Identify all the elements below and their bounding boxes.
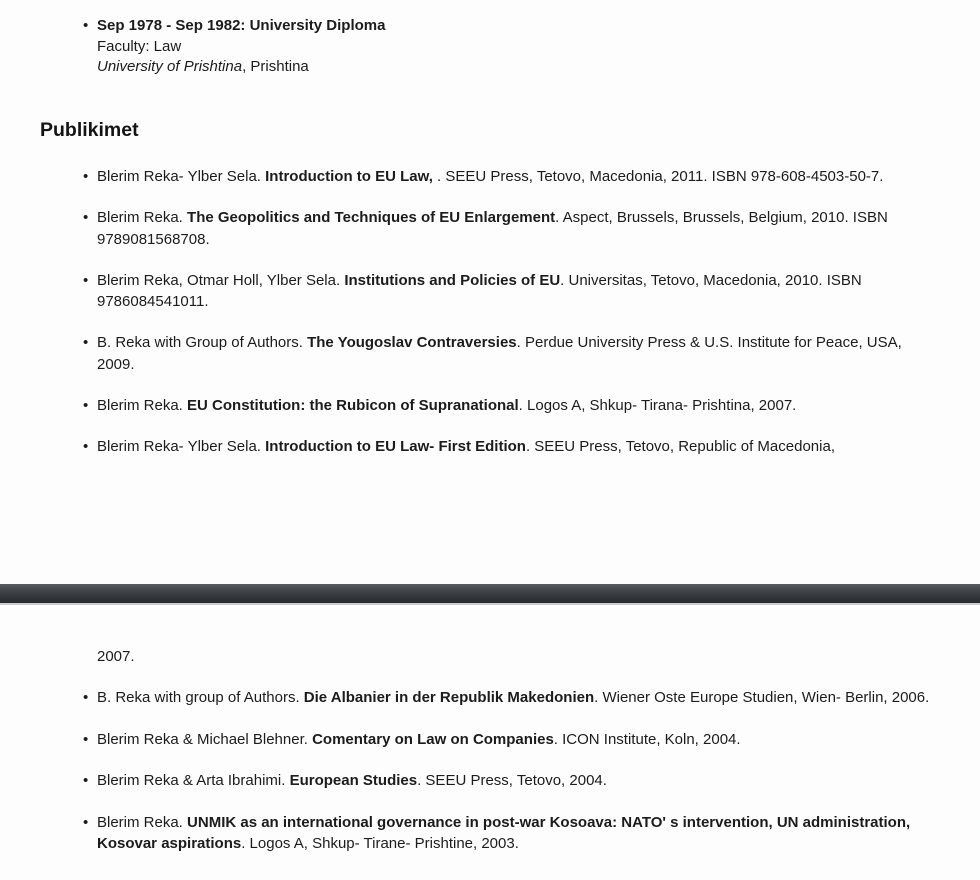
publication-item — [97, 729, 942, 751]
publication-title: European Studies — [289, 772, 418, 789]
publication-item — [97, 270, 942, 313]
publications-list-page1 — [97, 166, 942, 477]
education-item — [97, 16, 385, 78]
publication-details: . Wiener Oste Europe Studien, Wien- Berlin, 2006. — [594, 689, 930, 706]
publication-authors: Blerim Reka- Ylber Sela. — [97, 437, 266, 455]
publication-title: Introduction to EU Law- First Edition — [265, 437, 526, 455]
publication-details: . SEEU Press, Tetovo, 2004. — [417, 772, 607, 789]
publication-details: . Logos A, Shkup- Tirana- Prishtina, 2007. — [518, 396, 797, 414]
publication-authors: Blerim Reka. — [97, 396, 188, 414]
education-faculty: Faculty: Law — [97, 37, 182, 55]
publication-details: . SEEU Press, Tetovo, Macedonia, 2011. ISBN 978-608-4503-50-7. — [432, 168, 884, 185]
publication-item — [97, 770, 942, 792]
pdf-page-2 — [0, 603, 980, 880]
publication-item — [97, 207, 942, 250]
publication-details: . SEEU Press, Tetovo, Republic of Macedonia, — [525, 437, 835, 455]
publication-details: . Perdue University Press & U.S. Institute for Peace, USA, 2009. — [97, 334, 902, 373]
publications-list-page2 — [97, 687, 942, 875]
publication-item — [97, 812, 942, 855]
publication-title: Comentary on Law on Companies — [312, 730, 554, 748]
publication-details: . Logos A, Shkup- Tirane- Prishtine, 2003. — [241, 835, 519, 852]
education-entry-title: • Sep 1978 - Sep 1982: University Diploma — [97, 17, 386, 34]
publication-title: UNMIK as an international governance in post-war Kosoava: NATO' s intervention, UN administration, Kosovar aspirations — [97, 813, 911, 852]
publication-authors: Blerim Reka. — [97, 813, 188, 831]
publication-authors: B. Reka with Group of Authors. — [97, 334, 308, 351]
page-separator-bar — [0, 584, 980, 603]
publication-authors: Blerim Reka & Michael Blehner. — [97, 730, 313, 748]
publication-authors: B. Reka with group of Authors. — [97, 689, 304, 706]
publication-item — [97, 395, 942, 417]
publication-authors: Blerim Reka, Otmar Holl, Ylber Sela. — [97, 271, 345, 289]
publication-item — [97, 687, 942, 709]
publication-title: The Yougoslav Contraversies — [307, 334, 517, 351]
publication-title: Die Albanier in der Republik Makedonien — [303, 689, 595, 706]
publications-section-heading: Publikimet — [40, 119, 139, 141]
publication-authors: Blerim Reka. — [97, 209, 188, 226]
education-institution-line — [97, 57, 385, 78]
publication-details: . ICON Institute, Koln, 2004. — [553, 730, 741, 748]
publication-continuation-text: 2007. — [97, 648, 135, 665]
publication-details: . Universitas, Tetovo, Macedonia, 2010. ISBN 9786084541011. — [97, 271, 862, 310]
publication-title: The Geopolitics and Techniques of EU Enlargement — [187, 209, 556, 226]
publication-item — [97, 332, 942, 375]
education-institution: University of Prishtina — [97, 58, 243, 75]
publication-title: Introduction to EU Law, — [265, 168, 433, 185]
publication-authors: Blerim Reka & Arta Ibrahimi. — [97, 772, 290, 789]
publication-item — [97, 166, 942, 188]
education-location: , Prishtina — [242, 58, 309, 75]
publication-authors: Blerim Reka- Ylber Sela. — [97, 168, 266, 185]
publication-item — [97, 436, 942, 458]
publication-title: EU Constitution: the Rubicon of Supranational — [187, 396, 519, 414]
publication-details: . Aspect, Brussels, Brussels, Belgium, 2010. ISBN 9789081568708. — [97, 209, 888, 248]
education-list — [97, 16, 385, 78]
publication-title: Institutions and Policies of EU — [344, 271, 561, 289]
